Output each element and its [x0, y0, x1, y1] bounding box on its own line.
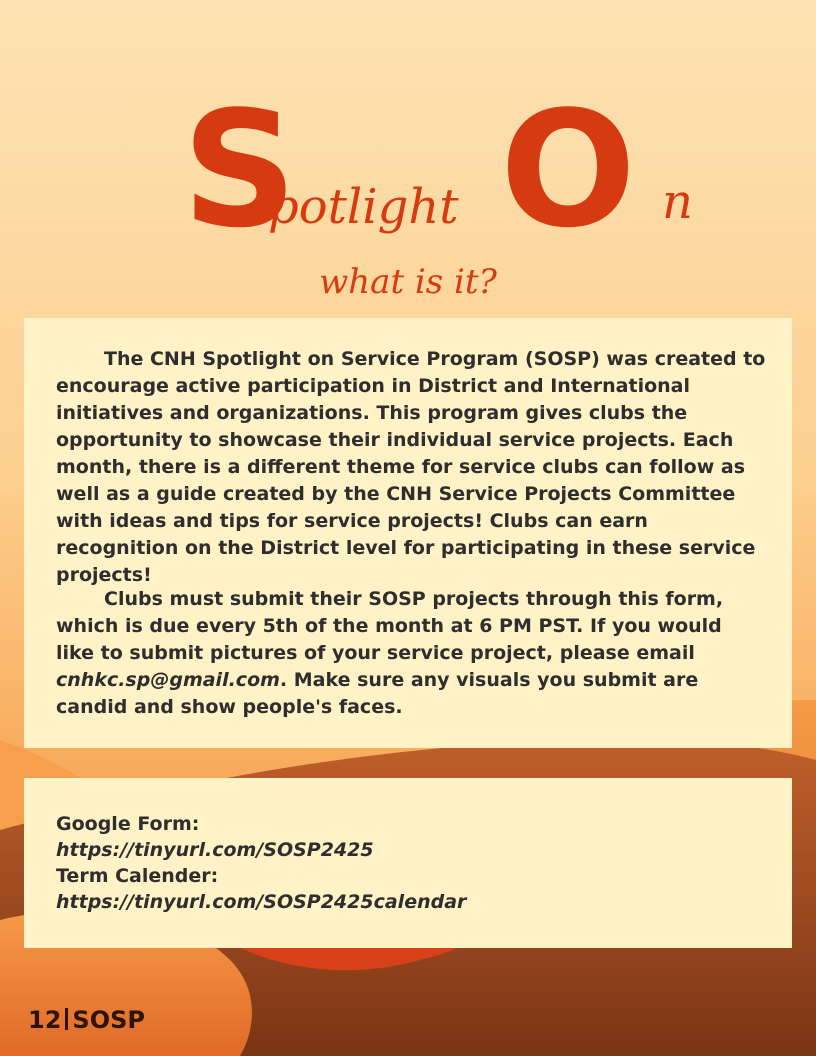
- title-letter-s: S: [182, 76, 298, 263]
- intro-paragraph-1: [56, 346, 766, 589]
- intro-box: [24, 318, 792, 748]
- page-footer: [28, 1006, 145, 1034]
- program-title: [0, 76, 816, 263]
- title-word-spotlight: potlight: [268, 179, 459, 235]
- contact-email-link[interactable]: cnhkc.sp@gmail.com: [56, 669, 280, 691]
- google-form-label: Google Form:: [56, 813, 200, 835]
- section-subtitle: what is it?: [319, 262, 497, 302]
- intro-text-2b: . Make sure any visuals you submit are candid and show people's faces.: [56, 669, 699, 718]
- title-word-on: n: [662, 174, 693, 230]
- links-list: [56, 811, 466, 915]
- google-form-link[interactable]: https://tinyurl.com/SOSP2425: [56, 839, 374, 861]
- footer-divider: [65, 1008, 68, 1030]
- page-number: 12: [28, 1006, 62, 1034]
- intro-text-2a: Clubs must submit their SOSP projects through this form, which is due every 5th of the month at 6 PM PST. If you would like to submit pictures of your service project, please email: [56, 588, 724, 664]
- footer-section: SOSP: [72, 1006, 145, 1034]
- intro-paragraph-2: [56, 586, 766, 721]
- calendar-link[interactable]: https://tinyurl.com/SOSP2425calendar: [56, 891, 467, 913]
- intro-text-1: The CNH Spotlight on Service Program (SOSP) was created to encourage active participation in District and International initiatives and organizations. This program gives clubs the opportunity to showcase their individual service projects. Each month, there is a different theme for service clubs can follow as well as a guide created by the CNH Service Projects Committee with ideas and tips for service projects! Clubs can earn recognition on the District level for participating in these service projects!: [56, 348, 766, 586]
- links-box: [24, 778, 792, 948]
- calendar-label: Term Calender:: [56, 865, 219, 887]
- title-letter-o: O: [500, 76, 637, 263]
